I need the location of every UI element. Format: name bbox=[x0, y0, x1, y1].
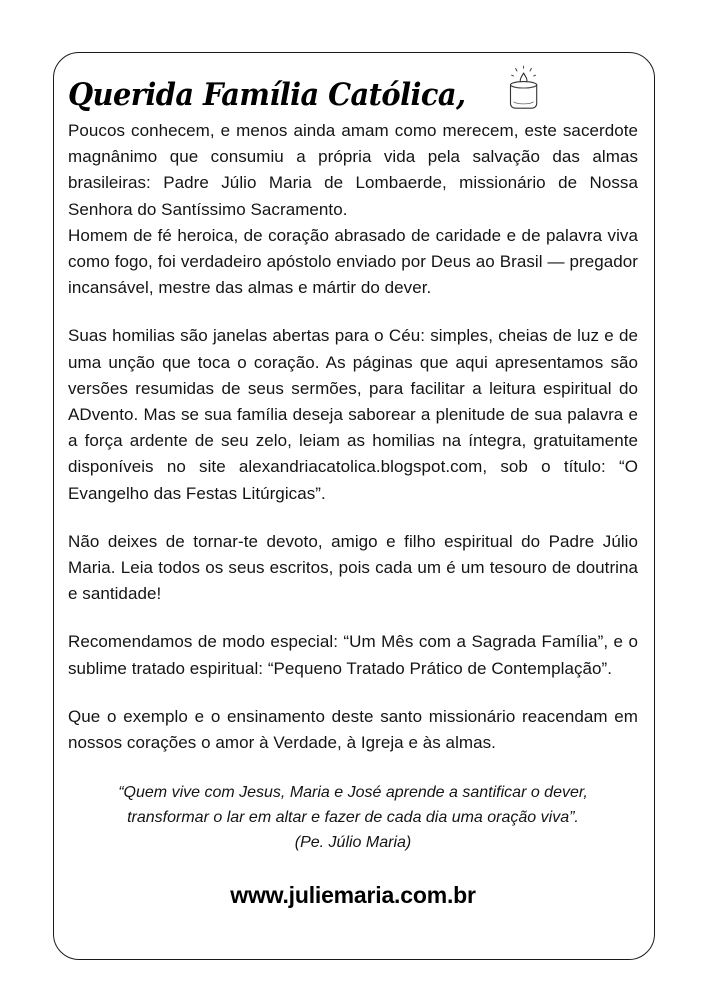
paragraph-devoto: Não deixes de tornar-te devoto, amigo e filho espiritual do Padre Júlio Maria. Leia todos os seus escritos, pois cada um é um tesouro de doutrina e santidade! bbox=[68, 531, 638, 604]
paragraph-homilias: Suas homilias são janelas abertas para o Céu: simples, cheias de luz e de uma unção que toca o coração. As páginas que aqui apresentamos são versões resumidas de seus sermões, para facilitar a leitura espiritual do ADvento. Mas se sua família deseja saborear a plenitude de sua palavra e a força ardente de seu zelo, leiam as homilias na íntegra, gratuitamente disponíveis no site alexandriacatolica.blogspot.com, sob o título: “O Evangelho das Festas Litúrgicas”. bbox=[68, 326, 638, 503]
quote-attribution: (Pe. Júlio Maria) bbox=[294, 834, 412, 852]
quote-block bbox=[68, 780, 638, 855]
page-title: Querida Família Católica, bbox=[68, 77, 466, 113]
quote-line-2: transformar o lar em altar e fazer de cada dia uma oração viva”. bbox=[127, 809, 579, 827]
quote-line-1: “Quem vive com Jesus, Maria e José aprende a santificar o dever, bbox=[118, 784, 588, 802]
footer-website-url[interactable]: www.juliemaria.com.br bbox=[230, 882, 476, 909]
candle-icon bbox=[504, 65, 544, 111]
paragraph-conclusao: Que o exemplo e o ensinamento deste santo missionário reacendam em nossos corações o amor à Verdade, à Igreja e às almas. bbox=[68, 706, 638, 753]
title-row bbox=[68, 60, 638, 112]
paragraph-homem-de-fe: Homem de fé heroica, de coração abrasado de caridade e de palavra viva como fogo, foi verdadeiro apóstolo enviado por Deus ao Brasil — pregador incansável, mestre das almas e mártir do dever. bbox=[68, 225, 638, 298]
paragraph-recomendacoes: Recomendamos de modo especial: “Um Mês com a Sagrada Família”, e o sublime tratado espiritual: “Pequeno Tratado Prático de Contemplação”. bbox=[68, 632, 638, 678]
paragraph-intro: Poucos conhecem, e menos ainda amam como merecem, este sacerdote magnânimo que consumiu a própria vida pela salvação das almas brasileiras: Padre Júlio Maria de Lombaerde, missionário de Nossa Senhora do Santíssimo Sacramento. bbox=[68, 121, 638, 219]
letter-content bbox=[68, 60, 638, 909]
